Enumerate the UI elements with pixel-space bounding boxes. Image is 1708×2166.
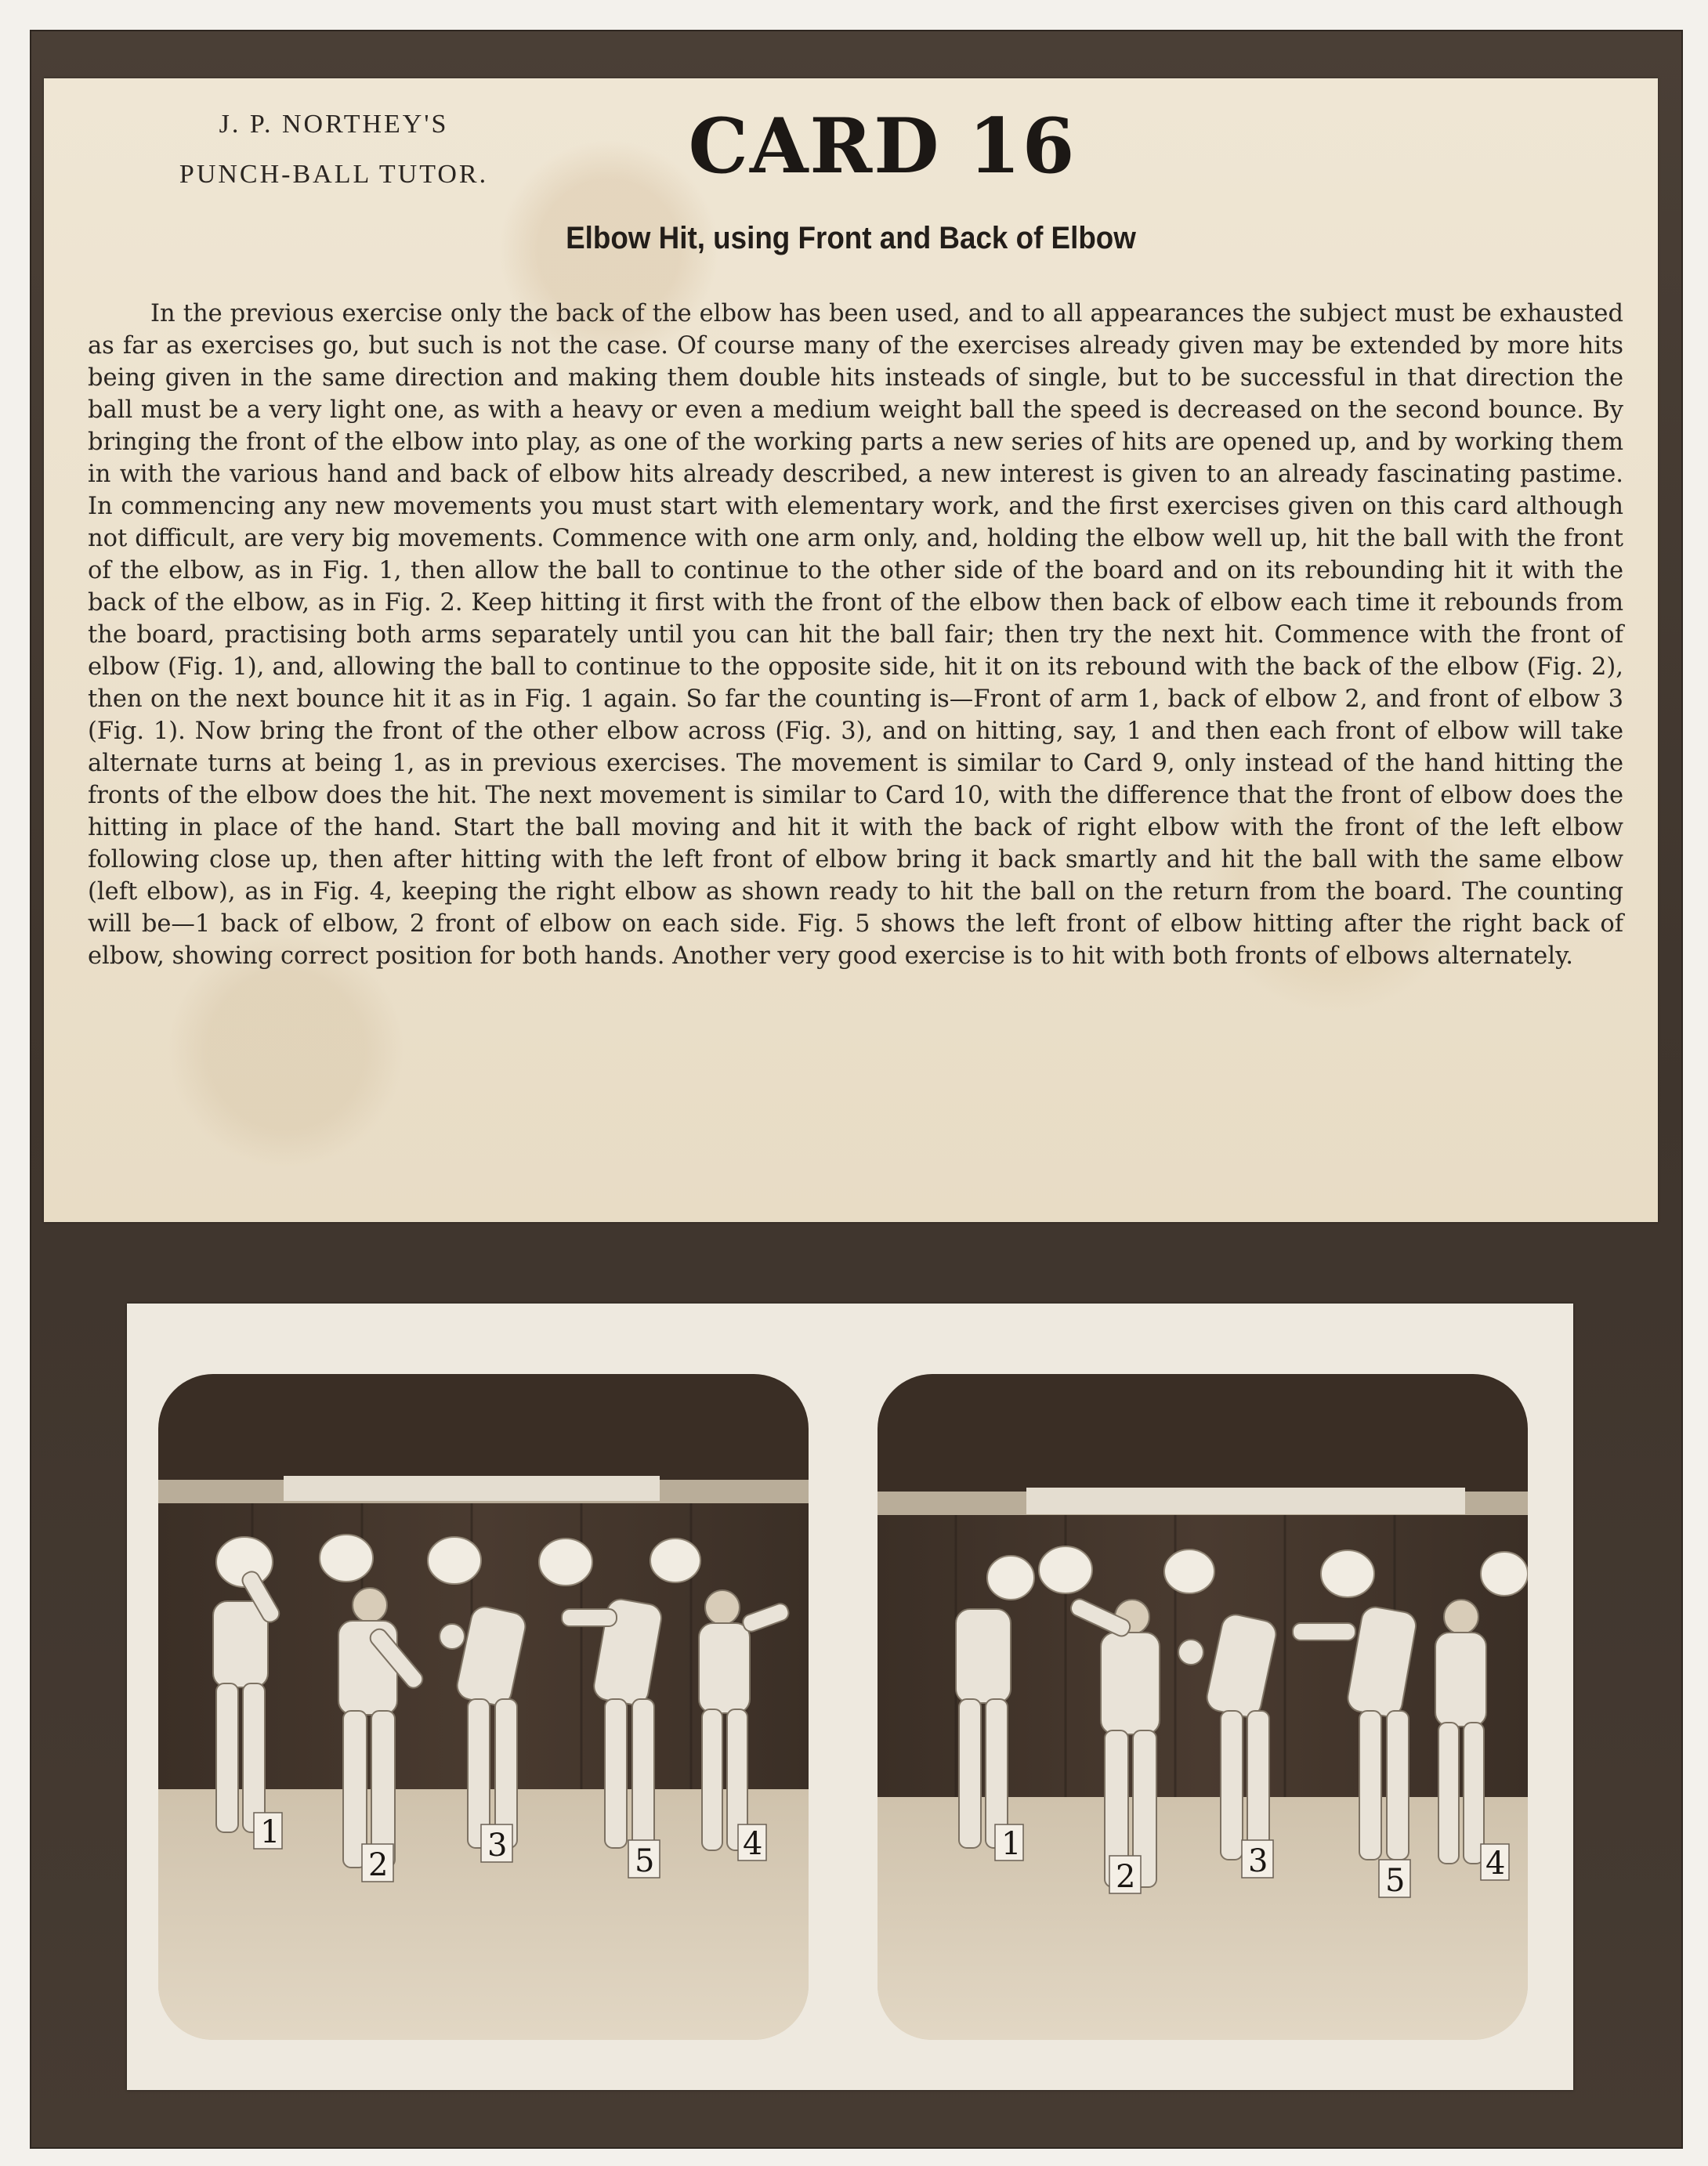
card-subtitle: Elbow Hit, using Front and Back of Elbow [566, 221, 1136, 255]
figure-label: 2 [368, 1847, 389, 1883]
photo-right-scene [878, 1374, 1528, 2040]
figure-label: 3 [487, 1828, 508, 1864]
figure-label: 3 [1248, 1843, 1268, 1879]
figure-label: 5 [635, 1843, 655, 1879]
figure-label: 1 [1001, 1826, 1022, 1862]
stereo-photo-right [878, 1374, 1528, 2040]
figure-label: 2 [1116, 1859, 1136, 1895]
figure-label: 4 [743, 1826, 763, 1862]
text-panel [44, 78, 1658, 1222]
figure-label: 5 [1385, 1863, 1406, 1899]
publisher-name: J. P. NORTHEY'S [219, 110, 449, 139]
figure-label: 4 [1485, 1846, 1506, 1882]
figure-label: 1 [260, 1814, 280, 1850]
stereo-photo-left [158, 1374, 809, 2040]
stereo-photo-mount [127, 1304, 1573, 2090]
card-title: CARD 16 [688, 102, 1077, 190]
instruction-paragraph: In the previous exercise only the back of the elbow has been used, and to all appearances the subject must be exhausted as far as exercises go, but such is not the case. Of course many of the exercises already given may be extended by more hits being given in the same direction and making them double hits insteads of single, but to be successful in that direction the ball must be a very light one, as with a heavy or even a medium weight ball the speed is decreased on the second bounce. By bringing the front of the elbow into play, as one of the working parts a new series of hits are opened up, and by working them in with the various hand and back of elbow hits already described, a new interest is given to an already fascinating pastime. In commencing any new movements you must start with elementary work, and the first exercises given on this card although not difficult, are very big movements. Commence with one arm only, and, holding the elbow well up, hit the ball with the front of the elbow, as in Fig. 1, then allow the ball to continue to the other side of the board and on its rebounding hit it with the back of the elbow, as in Fig. 2. Keep hitting it first with the front of the elbow then back of elbow each time it rebounds from the board, practising both arms separately until you can hit the ball fair; then try the next hit. Commence with the front of elbow (Fig. 1), and, allowing the ball to continue to the opposite side, hit it on its rebound with the back of the elbow (Fig. 2), then on the next bounce hit it as in Fig. 1 again. So far the counting is—Front of arm 1, back of elbow 2, and front of elbow 3 (Fig. 1). Now bring the front of the other elbow across (Fig. 3), and on hitting, say, 1 and then each front of elbow will take alternate turns at being 1, as in previous exercises. The movement is similar to Card 9, only instead of the hand hitting the fronts of the elbow does the hit. The next movement is similar to Card 10, with the difference that the front of elbow does the hitting in place of the hand. Start the ball moving and hit it with the back of right elbow with the front of the left elbow following close up, then after hitting with the left front of elbow bring it back smartly and hit the ball with the same elbow (left elbow), as in Fig. 4, keeping the right elbow as shown ready to hit the ball on the return from the board. The counting will be—1 back of elbow, 2 front of elbow on each side. Fig. 5 shows the left front of elbow hitting after the right back of elbow, showing correct position for both hands. Another very good exercise is to hit with both fronts of elbows alternately. [88, 300, 1623, 970]
publisher-series: PUNCH-BALL TUTOR. [179, 160, 489, 189]
photo-left-scene [158, 1374, 809, 2040]
